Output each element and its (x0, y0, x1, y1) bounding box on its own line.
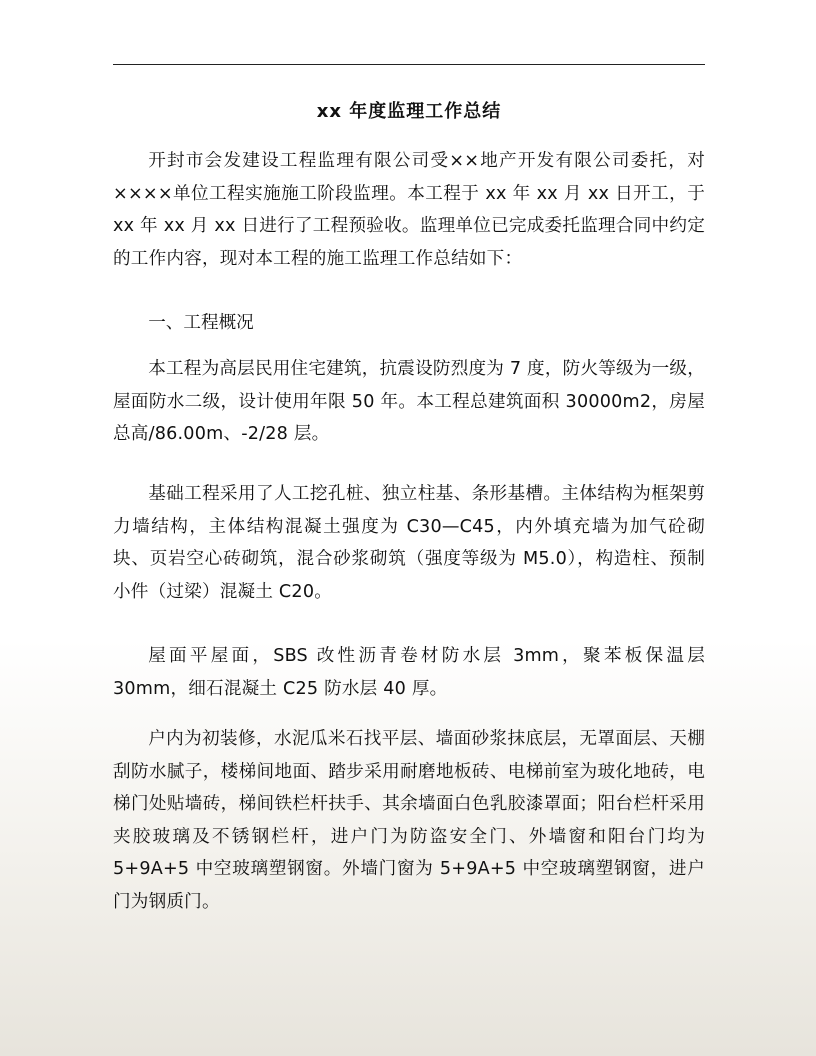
foundation-paragraph: 基础工程采用了人工挖孔桩、独立柱基、条形基槽。主体结构为框架剪力墙结构，主体结构混凝土强度为 C30—C45，内外填充墙为加气砼砌块、页岩空心砖砌筑，混合砂浆砌筑（强度等级为 M5.0），构造柱、预制小件（过梁）混凝土 C20。 (113, 484, 705, 602)
intro-paragraph: 开封市会发建设工程监理有限公司受××地产开发有限公司委托，对××××单位工程实施施工阶段监理。本工程于 xx 年 xx 月 xx 日开工，于 xx 年 xx 月 xx 日进行了工程预验收。监理单位已完成委托监理合同中约定的工作内容，现对本工程的施工监理工作总结如下： (113, 151, 705, 269)
section-heading-overview: 一、工程概况 (148, 313, 254, 333)
document-title: xx 年度监理工作总结 (316, 101, 502, 122)
interior-paragraph: 户内为初装修，水泥瓜米石找平层、墙面砂浆抹底层，无罩面层、天棚刮防水腻子，楼梯间地面、踏步采用耐磨地板砖、电梯前室为玻化地砖，电梯门处贴墙砖，梯间铁栏杆扶手、其余墙面白色乳胶漆罩面；阳台栏杆采用夹胶玻璃及不锈钢栏杆，进户门为防盗安全门、外墙窗和阳台门均为 5+9A+5 中空玻璃塑钢窗。外墙门窗为 5+9A+5 中空玻璃塑钢窗，进户门为钢质门。 (113, 729, 705, 912)
roof-paragraph: 屋面平屋面，SBS 改性沥青卷材防水层 3mm，聚苯板保温层 30mm，细石混凝土 C25 防水层 40 厚。 (113, 646, 705, 699)
overview-paragraph: 本工程为高层民用住宅建筑，抗震设防烈度为 7 度，防火等级为一级，屋面防水二级，设计使用年限 50 年。本工程总建筑面积 30000m2，房屋总高/86.00m、-2/28 层。 (113, 359, 705, 444)
header-rule (113, 64, 705, 65)
